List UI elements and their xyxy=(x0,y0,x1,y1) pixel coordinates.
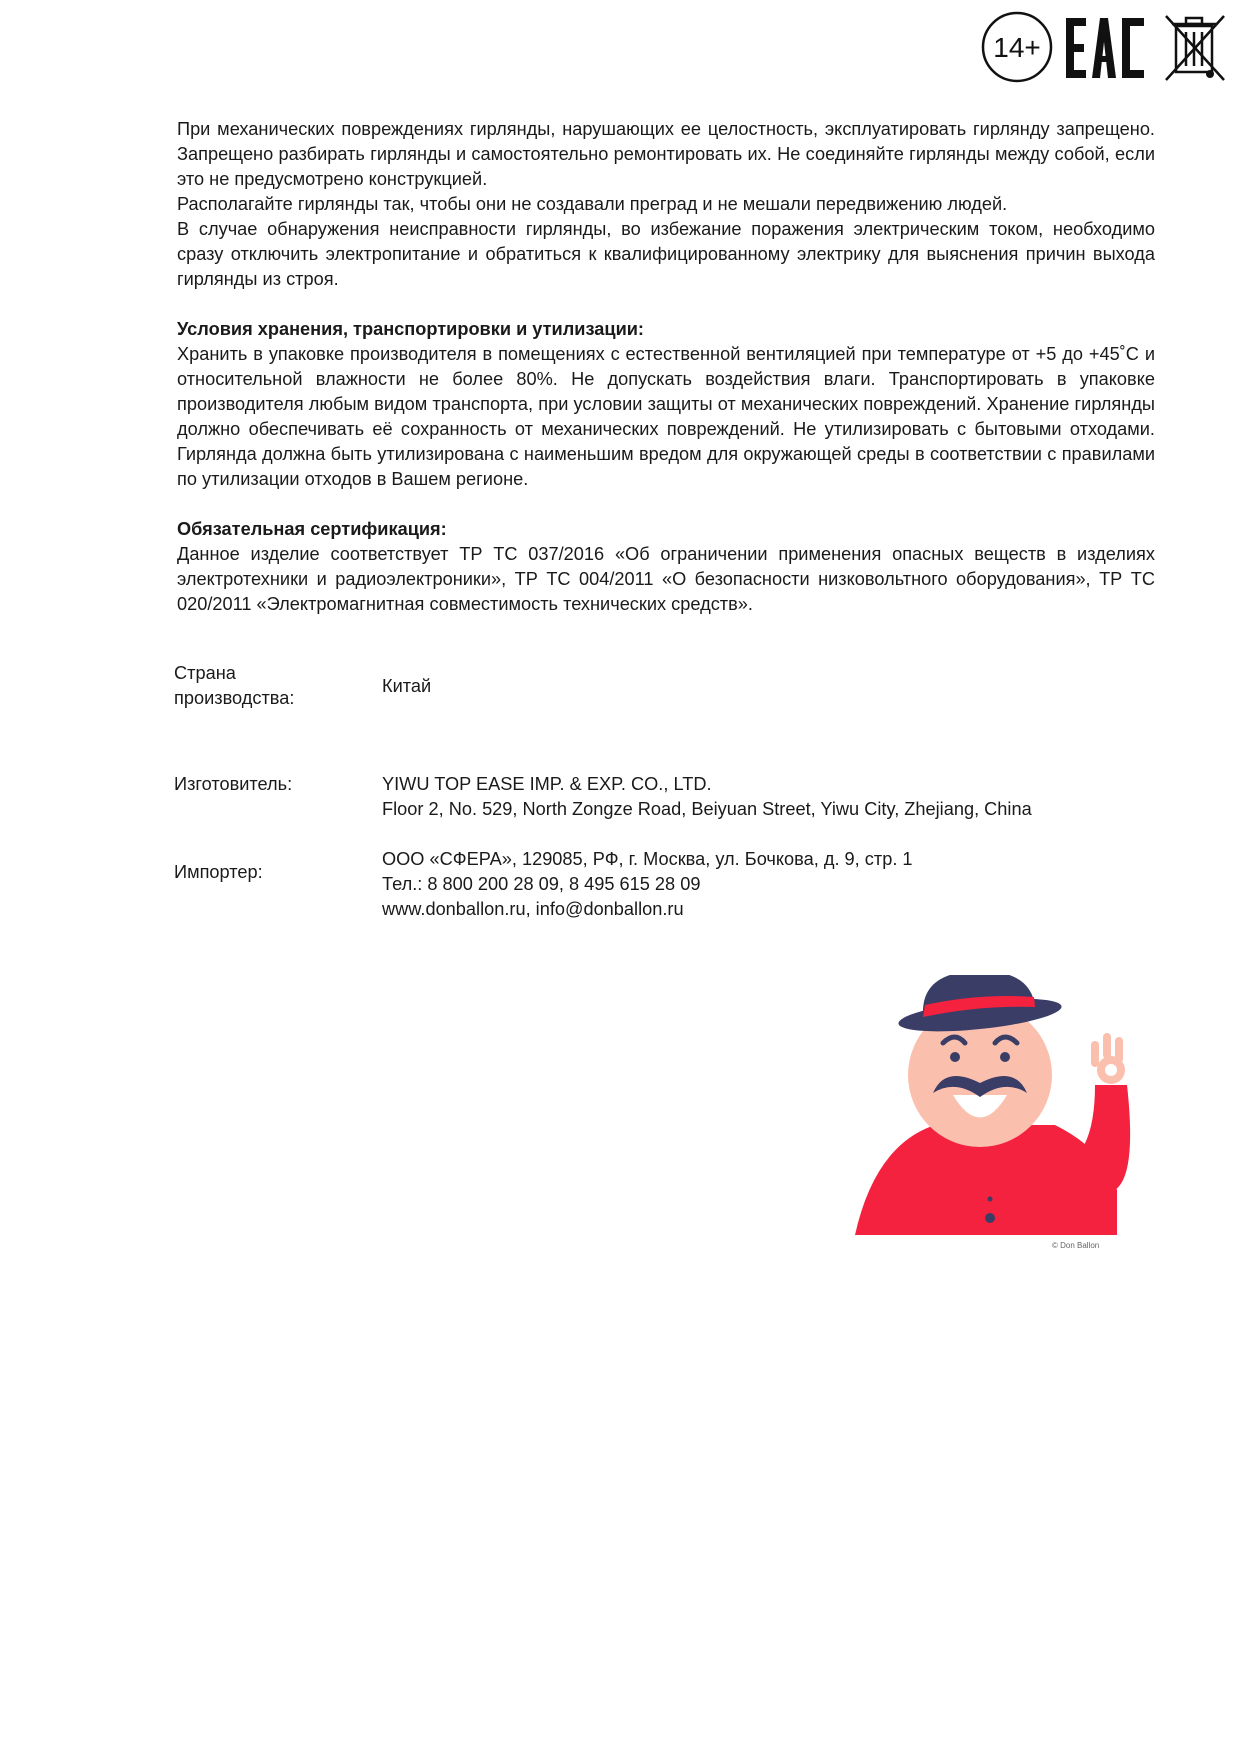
country-label: Страна производства: xyxy=(174,663,295,708)
instructions-body xyxy=(177,117,1155,617)
certification-heading: Обязательная сертификация: xyxy=(177,519,447,539)
manufacturer-name: YIWU TOP EASE IMP. & EXP. CO., LTD. xyxy=(382,774,712,794)
copyright-note: © Don Ballon xyxy=(1052,1241,1100,1250)
importer-phone: Тел.: 8 800 200 28 09, 8 495 615 28 09 xyxy=(382,874,701,894)
safety-paragraph-3: В случае обнаружения неисправности гирлянды, во избежание поражения электрическим током, необходимо сразу отключить электропитание и обратиться к квалифицированному электрику для выяснения причин выхода гирлянды из строя. xyxy=(177,219,1155,289)
storage-heading: Условия хранения, транспортировки и утилизации: xyxy=(177,319,644,339)
manufacturer-address: Floor 2, No. 529, North Zongze Road, Beiyuan Street, Yiwu City, Zhejiang, China xyxy=(382,799,1032,819)
manufacturer-details xyxy=(382,772,1182,822)
don-ballon-mascot-illustration xyxy=(855,975,1155,1255)
manufacturer-label: Изготовитель: xyxy=(174,774,293,794)
age-rating-icon xyxy=(980,10,1054,84)
importer-name: ООО «СФЕРА», 129085, РФ, г. Москва, ул. Бочкова, д. 9, стр. 1 xyxy=(382,849,913,869)
certification-text: Данное изделие соответствует ТР ТС 037/2016 «Об ограничении применения опасных веществ в изделиях электротехники и радиоэлектроники», ТР ТС 004/2011 «О безопасности низковольтного оборудования», ТР ТС 020/2011 «Электромагнитная совместимость технических средств». xyxy=(177,544,1155,614)
crossed-out-wheelie-bin-icon xyxy=(1162,12,1228,84)
safety-paragraph-2: Располагайте гирлянды так, чтобы они не создавали преград и не мешали передвижению людей. xyxy=(177,194,1008,214)
importer-details xyxy=(382,847,1182,922)
safety-paragraph-1: При механических повреждениях гирлянды, нарушающих ее целостность, эксплуатировать гирлянду запрещено. Запрещено разбирать гирлянды и самостоятельно ремонтировать их. Не соединяйте гирлянды между собой, если это не предусмотрено конструкцией. xyxy=(177,119,1155,189)
importer-web: www.donballon.ru, info@donballon.ru xyxy=(382,899,684,919)
certification-marks xyxy=(980,10,1230,88)
eac-mark-icon xyxy=(1066,18,1144,78)
country-value: Китай xyxy=(382,676,432,696)
svg-text:14+: 14+ xyxy=(993,32,1041,63)
importer-label: Импортер: xyxy=(174,862,263,882)
storage-text: Хранить в упаковке производителя в помещениях с естественной вентиляцией при температуре от +5 до +45˚С и относительной влажности не более 80%. Не допускать воздействия влаги. Транспортировать в упаковке производителя любым видом транспорта, при условии защиты от механических повреждений. Хранение гирлянды должно обеспечивать её сохранность от механических повреждений. Не утилизировать с бытовыми отходами. Гирлянда должна быть утилизирована с наименьшим вредом для окружающей среды в соответствии с правилами по утилизации отходов в Вашем регионе. xyxy=(177,344,1155,489)
